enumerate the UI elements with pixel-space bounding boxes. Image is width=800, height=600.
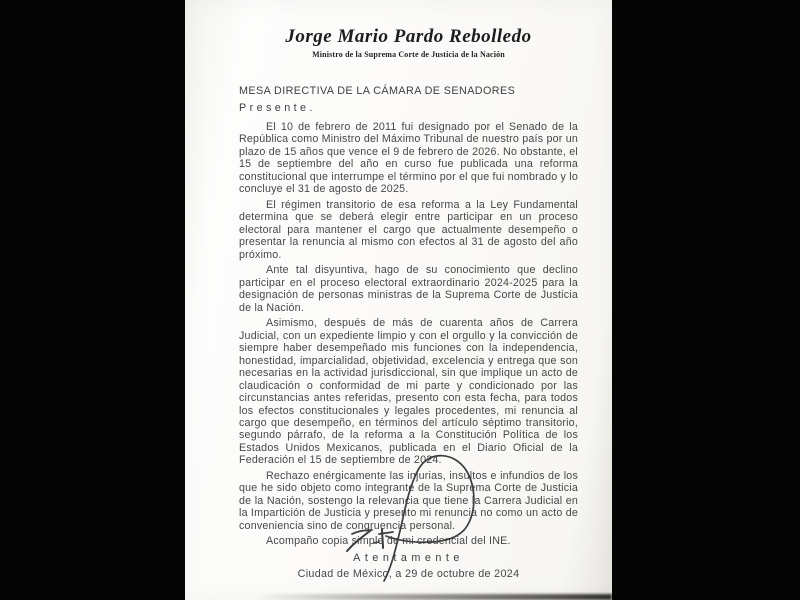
letter-body [239,121,578,548]
paragraph-5: Rechazo enérgicamente las injurias, insultos e infundios de los que he sido objeto como integrante de la Suprema Corte de Justicia de la Nación, sostengo la relevancia que tiene la Carrera Judicial en la Impartición de Justicia y presento mi renuncia no como un acto de conveniencia sino de congruencia personal. [239,469,578,532]
letterhead-title: Ministro de la Suprema Corte de Justicia de la Nación [312,50,505,59]
date-line: Ciudad de México, a 29 de octubre de 2024 [297,567,520,580]
salutation-line: Presente. [239,102,316,114]
letter-page [185,0,612,600]
letterhead-name: Jorge Mario Pardo Rebolledo [285,26,532,47]
paragraph-4: Asimismo, después de más de cuarenta años de Carrera Judicial, con un expediente limpio y con el orgullo y la convicción de siempre haber desempeñado mis funciones con la independencia, honestidad, imparcialidad, objetividad, excelencia y entrega que son necesarias en la actividad jurisdiccional, sin que implique un acto de claudicación o conformidad de mi parte y condicionado por las circunstancias antes referidas, presento con esta fecha, para todos los efectos constitucionales y legales procedentes, mi renuncia al cargo que desempeño, en términos del artículo séptimo transitorio, segundo párrafo, de la reforma a la Constitución Política de los Estados Unidos Mexicanos, publicada en el Diario Oficial de la Federación el 15 de septiembre de 2024. [239,317,578,467]
page-edge-shadow [255,594,612,600]
paragraph-3: Ante tal disyuntiva, hago de su conocimiento que declino participar en el proceso electoral extraordinario 2024-2025 para la designación de personas ministras de la Suprema Corte de Justicia de la Nación. [239,264,578,314]
paragraph-6: Acompaño copia simple de mi credencial del INE. [266,535,511,548]
paragraph-2: El régimen transitorio de esa reforma a la Ley Fundamental determina que se deberá elegir entre participar en un proceso electoral para mantener el cargo que actualmente desempeño o presentar la renuncia al mismo con efectos al 31 de agosto del año próximo. [239,198,578,261]
recipient-line: MESA DIRECTIVA DE LA CÁMARA DE SENADORES [239,85,516,97]
letterhead [239,0,578,60]
closing-line: Atentamente [353,551,464,564]
paragraph-1: El 10 de febrero de 2011 fui designado por el Senado de la República como Ministro del Máximo Tribunal de nuestro país por un plazo de 15 años que vence el 9 de febrero de 2026. No obstante, el 15 de septiembre del año en curso fue publicada una reforma constitucional que interrumpe el término por el que fui nombrado y lo concluye el 31 de agosto de 2025. [239,121,578,196]
